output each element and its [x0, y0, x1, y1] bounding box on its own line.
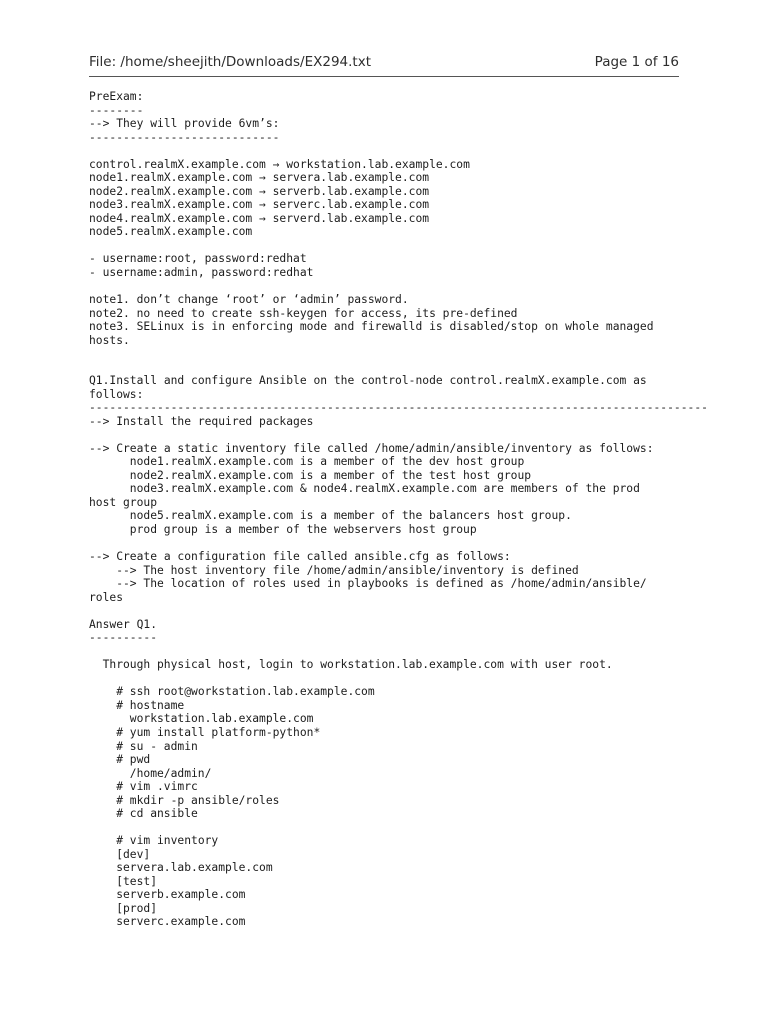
- vm-intro-line: --> They will provide 6vm’s:: [89, 117, 280, 131]
- blank-line: [89, 672, 749, 686]
- command-line: # su - admin: [116, 739, 198, 753]
- inventory-task-line: prod group is a member of the webservers host group: [129, 523, 477, 536]
- config-task-line: --> Create a configuration file called ansible.cfg as follows:: [89, 550, 511, 564]
- answer-heading-underline: ----------: [89, 631, 158, 645]
- config-task-line: --> The host inventory file /home/admin/ansible/inventory is defined: [116, 563, 579, 577]
- blank-line: [89, 428, 749, 442]
- inventory-task-line: --> Create a static inventory file called /home/admin/ansible/inventory as follows:: [89, 441, 654, 455]
- inventory-file-line: [dev]: [116, 847, 151, 861]
- answer-heading: Answer Q1.: [89, 617, 158, 631]
- inventory-file-line: [test]: [116, 874, 158, 888]
- inventory-file-line: serverb.example.com: [116, 888, 246, 902]
- header-rule: [89, 76, 679, 77]
- question-rule: -------------------------------------------------------------------------------------------: [89, 401, 708, 415]
- blank-line: [89, 144, 749, 158]
- answer-intro-line: Through physical host, login to workstation.lab.example.com with user root.: [102, 658, 613, 672]
- inventory-task-line: host group: [89, 495, 158, 509]
- command-line: # vim .vimrc: [116, 780, 198, 794]
- page-header: [89, 52, 679, 72]
- vm-mapping-line: node1.realmX.example.com → servera.lab.example.com: [89, 171, 430, 185]
- inventory-task-line: node3.realmX.example.com & node4.realmX.example.com are members of the prod: [129, 482, 640, 496]
- command-line: # pwd: [116, 753, 151, 767]
- command-line: # mkdir -p ansible/roles: [116, 793, 280, 807]
- inventory-task-line: node1.realmX.example.com is a member of the dev host group: [129, 455, 525, 469]
- vm-mapping-line: node2.realmX.example.com → serverb.lab.example.com: [89, 184, 430, 198]
- config-task-line: roles: [89, 590, 124, 604]
- command-output-line: workstation.lab.example.com: [129, 712, 314, 726]
- inventory-task-line: node2.realmX.example.com is a member of the test host group: [129, 468, 532, 482]
- blank-line: [89, 821, 749, 835]
- question-1-section: [89, 374, 749, 618]
- question-line: follows:: [89, 387, 144, 401]
- preexam-heading: PreExam:: [89, 90, 144, 103]
- command-line: # hostname: [116, 698, 185, 712]
- blank-line: [89, 645, 749, 659]
- answer-1-section: [89, 618, 749, 929]
- blank-line: [89, 347, 749, 361]
- inventory-task-line: node5.realmX.example.com is a member of the balancers host group.: [129, 509, 572, 523]
- note-line: note3. SELinux is in enforcing mode and firewalld is disabled/stop on whole managed: [89, 320, 654, 334]
- note-line: hosts.: [89, 333, 130, 347]
- note-line: note2. no need to create ssh-keygen for access, its pre-defined: [89, 306, 518, 320]
- blank-line: [89, 279, 749, 293]
- blank-line: [89, 239, 749, 253]
- heading-underline: --------: [89, 103, 144, 117]
- task-line: --> Install the required packages: [89, 414, 314, 428]
- inventory-file-line: [prod]: [116, 901, 158, 915]
- command-output-line: /home/admin/: [129, 766, 212, 780]
- vm-intro-underline: ----------------------------: [89, 130, 280, 144]
- vm-mapping-line: control.realmX.example.com → workstation.lab.example.com: [89, 157, 470, 171]
- config-task-line: --> The location of roles used in playbooks is defined as /home/admin/ansible/: [116, 577, 647, 591]
- inventory-file-line: servera.lab.example.com: [116, 861, 273, 875]
- vm-mapping-line: node4.realmX.example.com → serverd.lab.example.com: [89, 211, 430, 225]
- blank-line: [89, 361, 749, 375]
- question-line: Q1.Install and configure Ansible on the control-node control.realmX.example.com as: [89, 374, 647, 388]
- preexam-section: [89, 90, 749, 374]
- blank-line: [89, 604, 749, 618]
- vm-mapping-line: node5.realmX.example.com: [89, 225, 253, 239]
- document-body: [89, 90, 749, 929]
- command-line: # ssh root@workstation.lab.example.com: [116, 685, 375, 699]
- file-path-label: File: /home/sheejith/Downloads/EX294.txt: [89, 54, 371, 70]
- blank-line: [89, 537, 749, 551]
- inventory-file-line: serverc.example.com: [116, 915, 246, 929]
- note-line: note1. don’t change ‘root’ or ‘admin’ password.: [89, 292, 409, 306]
- command-line: # vim inventory: [116, 834, 219, 848]
- command-line: # cd ansible: [116, 807, 198, 821]
- credential-line: - username:admin, password:redhat: [89, 265, 314, 279]
- command-line: # yum install platform-python*: [116, 725, 321, 739]
- page-number-label: Page 1 of 16: [594, 54, 679, 70]
- credential-line: - username:root, password:redhat: [89, 252, 307, 266]
- vm-mapping-line: node3.realmX.example.com → serverc.lab.example.com: [89, 198, 430, 212]
